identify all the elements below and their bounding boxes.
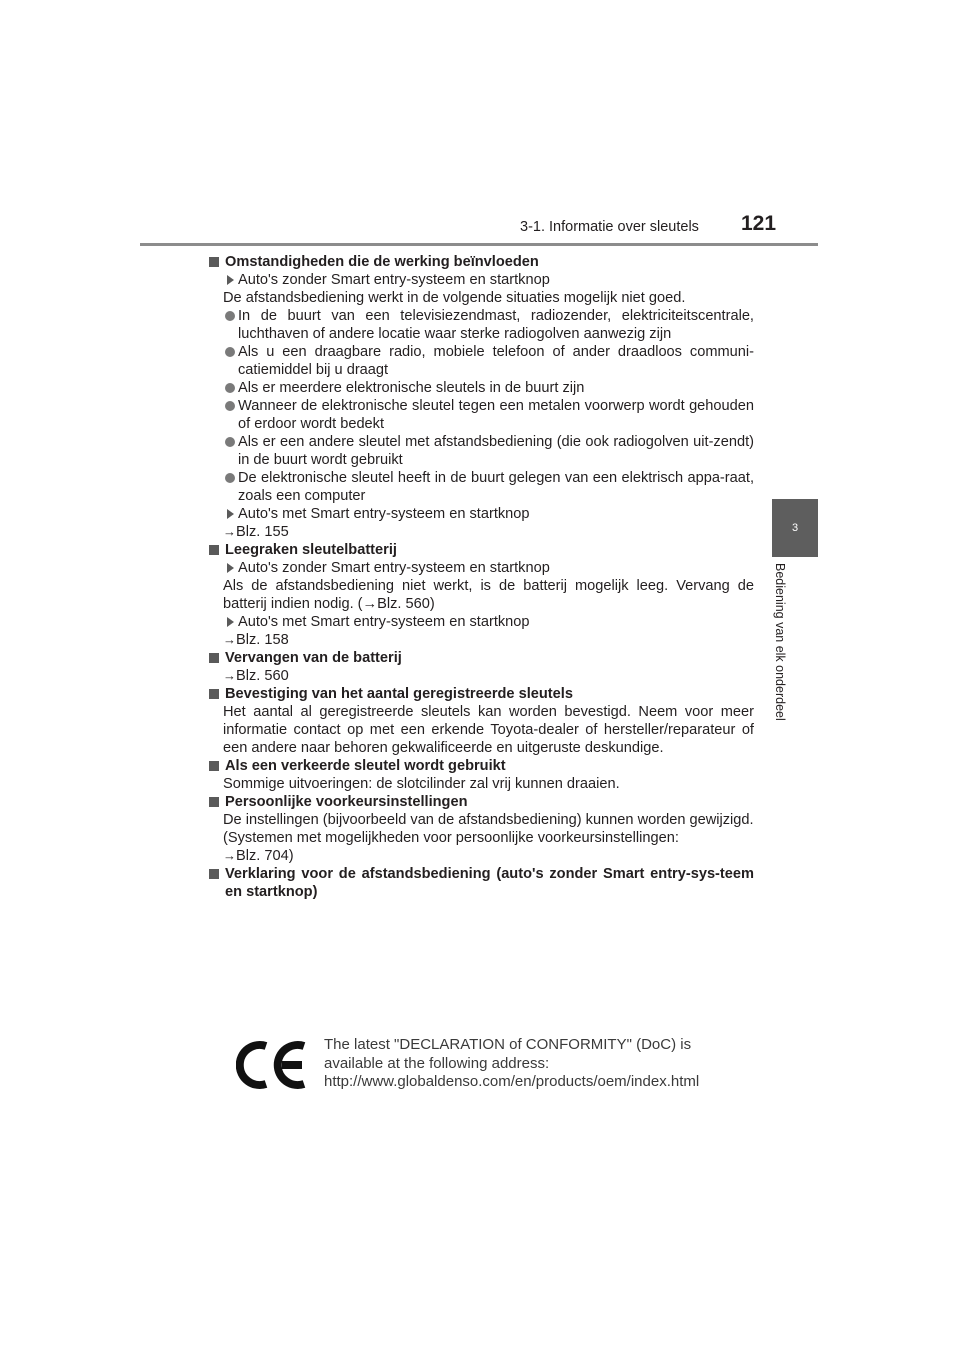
section-heading xyxy=(209,649,754,667)
page-reference[interactable] xyxy=(209,847,754,865)
reference-text[interactable]: Blz. 560 xyxy=(377,596,430,612)
chapter-side-label xyxy=(773,563,804,763)
section-heading xyxy=(209,865,754,901)
heading-text: Verklaring voor de afstandsbediening (auto's zonder Smart entry-sys-teem en startknop) xyxy=(225,866,754,900)
paragraph: De afstandsbediening werkt in de volgende situaties mogelijk niet goed. xyxy=(223,290,686,306)
paragraph: (Systemen met mogelijkheden voor persoonlijke voorkeursinstellingen: xyxy=(223,830,679,846)
round-bullet-icon xyxy=(225,383,235,393)
triangle-right-icon xyxy=(227,275,234,285)
heading-text: Persoonlijke voorkeursinstellingen xyxy=(225,794,468,810)
ce-mark-icon xyxy=(236,1038,310,1092)
square-bullet-icon xyxy=(209,689,219,699)
subheading-text: Auto's met Smart entry-systeem en startknop xyxy=(238,506,530,522)
square-bullet-icon xyxy=(209,869,219,879)
list-item-text: Wanneer de elektronische sleutel tegen een metalen voorwerp wordt gehouden of erdoor wordt bedekt xyxy=(238,398,754,432)
arrow-right-icon: → xyxy=(223,524,236,539)
declaration-line: available at the following address: xyxy=(324,1054,550,1072)
subheading xyxy=(209,271,754,289)
paragraph: Het aantal al geregistreerde sleutels kan worden bevestigd. Neem voor meer informatie contact op met een erkende Toyota-dealer of hersteller/reparateur of een andere naar behoren gekwalificeerde en uitgeruste deskundige. xyxy=(223,704,754,756)
square-bullet-icon xyxy=(209,653,219,663)
page-reference[interactable] xyxy=(209,631,754,649)
subheading-text: Auto's zonder Smart entry-systeem en startknop xyxy=(238,560,550,576)
list-item-text: Als er een andere sleutel met afstandsbediening (die ook radiogolven uit-zendt) in de buurt wordt gebruikt xyxy=(238,434,754,468)
header-rule xyxy=(140,243,818,246)
page-number: 121 xyxy=(741,212,777,235)
subheading-text: Auto's met Smart entry-systeem en startknop xyxy=(238,614,530,630)
section-heading xyxy=(209,757,754,775)
list-item-text: Als u een draagbare radio, mobiele telefoon of ander draadloos communi-catiemiddel bij u draagt xyxy=(238,344,754,378)
triangle-right-icon xyxy=(227,563,234,573)
list-item xyxy=(209,397,754,433)
section-heading xyxy=(209,685,754,703)
round-bullet-icon xyxy=(225,311,235,321)
paragraph: Sommige uitvoeringen: de slotcilinder zal vrij kunnen draaien. xyxy=(223,776,620,792)
chapter-tab[interactable] xyxy=(772,499,818,557)
arrow-right-icon: → xyxy=(223,668,236,683)
chapter-number: 3 xyxy=(791,522,799,534)
round-bullet-icon xyxy=(225,347,235,357)
paragraph: De instellingen (bijvoorbeeld van de afstandsbediening) kunnen worden gewijzigd. xyxy=(223,812,754,828)
section-heading xyxy=(209,793,754,811)
square-bullet-icon xyxy=(209,761,219,771)
arrow-right-icon: → xyxy=(362,596,378,612)
list-item-text: Als er meerdere elektronische sleutels in de buurt zijn xyxy=(238,380,585,396)
square-bullet-icon xyxy=(209,797,219,807)
subheading-text: Auto's zonder Smart entry-systeem en startknop xyxy=(238,272,550,288)
round-bullet-icon xyxy=(225,473,235,483)
section-title: 3-1. Informatie over sleutels xyxy=(520,219,699,235)
triangle-right-icon xyxy=(227,617,234,627)
reference-text[interactable]: Blz. 560 xyxy=(236,668,289,684)
list-item xyxy=(209,469,754,505)
arrow-right-icon: → xyxy=(223,848,236,863)
paragraph-text: ) xyxy=(429,596,435,612)
list-item xyxy=(209,433,754,469)
heading-text: Als een verkeerde sleutel wordt gebruikt xyxy=(225,758,506,774)
list-item xyxy=(209,379,754,397)
round-bullet-icon xyxy=(225,401,235,411)
declaration-line: The latest "DECLARATION of CONFORMITY" (DoC) is xyxy=(324,1036,692,1053)
subheading xyxy=(209,505,754,523)
page-content xyxy=(209,253,754,901)
page-reference[interactable] xyxy=(209,523,754,541)
heading-text: Vervangen van de batterij xyxy=(225,650,402,666)
square-bullet-icon xyxy=(209,257,219,267)
reference-text[interactable]: Blz. 158 xyxy=(236,632,289,648)
page-header xyxy=(0,0,960,260)
heading-text: Leegraken sleutelbatterij xyxy=(225,542,397,558)
paragraph xyxy=(209,577,754,613)
subheading xyxy=(209,613,754,631)
list-item-text: In de buurt van een televisiezendmast, radiozender, elektriciteitscentrale, luchthaven of andere locatie waar sterke radiogolven aanwezig zijn xyxy=(238,308,754,342)
round-bullet-icon xyxy=(225,437,235,447)
square-bullet-icon xyxy=(209,545,219,555)
chapter-title: Bediening van elk onderdeel xyxy=(773,563,787,721)
list-item xyxy=(209,343,754,379)
page-reference[interactable] xyxy=(209,667,754,685)
heading-text: Omstandigheden die de werking beïnvloeden xyxy=(225,254,539,270)
section-heading xyxy=(209,253,754,271)
section-heading xyxy=(209,541,754,559)
declaration-url[interactable]: http://www.globaldenso.com/en/products/oem/index.html xyxy=(324,1073,700,1090)
declaration-of-conformity xyxy=(222,1030,742,1100)
reference-text[interactable]: Blz. 704) xyxy=(236,848,294,864)
heading-text: Bevestiging van het aantal geregistreerde sleutels xyxy=(225,686,573,702)
triangle-right-icon xyxy=(227,509,234,519)
declaration-text xyxy=(324,1036,699,1092)
paragraph-text: Als de afstandsbediening niet werkt, is de batterij mogelijk leeg. Vervang de batterij indien nodig. ( xyxy=(223,578,754,612)
reference-text[interactable]: Blz. 155 xyxy=(236,524,289,540)
list-item-text: De elektronische sleutel heeft in de buurt gelegen van een elektrisch appa-raat, zoals een computer xyxy=(238,470,754,504)
arrow-right-icon: → xyxy=(223,632,236,647)
subheading xyxy=(209,559,754,577)
list-item xyxy=(209,307,754,343)
